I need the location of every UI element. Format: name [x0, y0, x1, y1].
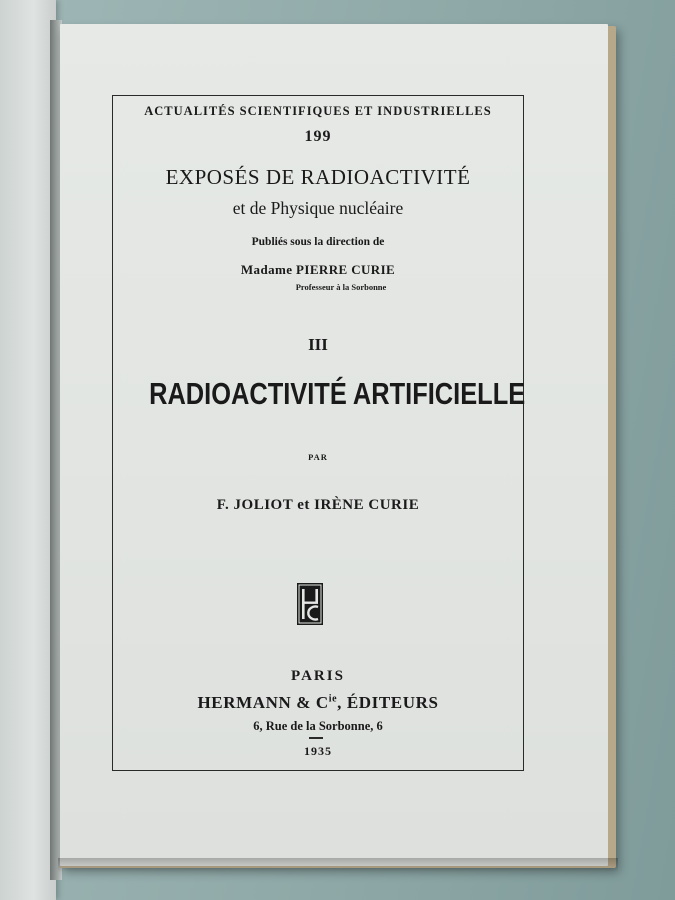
publisher-name-suffix: , ÉDITEURS: [337, 693, 439, 712]
collection-subtitle: et de Physique nucléaire: [232, 198, 404, 218]
series-name: ACTUALITÉS SCIENTIFIQUES ET INDUSTRIELLES: [144, 104, 492, 118]
director-title: Professeur à la Sorbonne: [295, 282, 387, 292]
publisher-address: 6, Rue de la Sorbonne, 6: [253, 719, 383, 733]
divider-dash: [309, 737, 323, 739]
hermann-hc-monogram-icon: [297, 583, 323, 625]
page-shadow: [58, 858, 618, 872]
book-title: RADIOACTIVITÉ ARTIFICIELLE: [149, 376, 526, 411]
director-name: Madame PIERRE CURIE: [240, 262, 396, 277]
collection-title: EXPOSÉS DE RADIOACTIVITÉ: [165, 165, 471, 189]
authors: F. JOLIOT et IRÈNE CURIE: [216, 497, 420, 513]
publisher-name-superscript: ie: [328, 693, 338, 705]
publisher-name: [112, 693, 524, 713]
directed-by-text: Publiés sous la direction de: [251, 236, 385, 248]
publication-year: 1935: [304, 744, 332, 758]
left-page-edge: [0, 0, 56, 900]
series-number: 199: [304, 128, 332, 145]
publisher-name-main: HERMANN & C: [197, 693, 329, 712]
volume-number: III: [308, 335, 328, 354]
by-label: PAR: [308, 452, 328, 462]
publisher-city: PARIS: [291, 668, 345, 684]
